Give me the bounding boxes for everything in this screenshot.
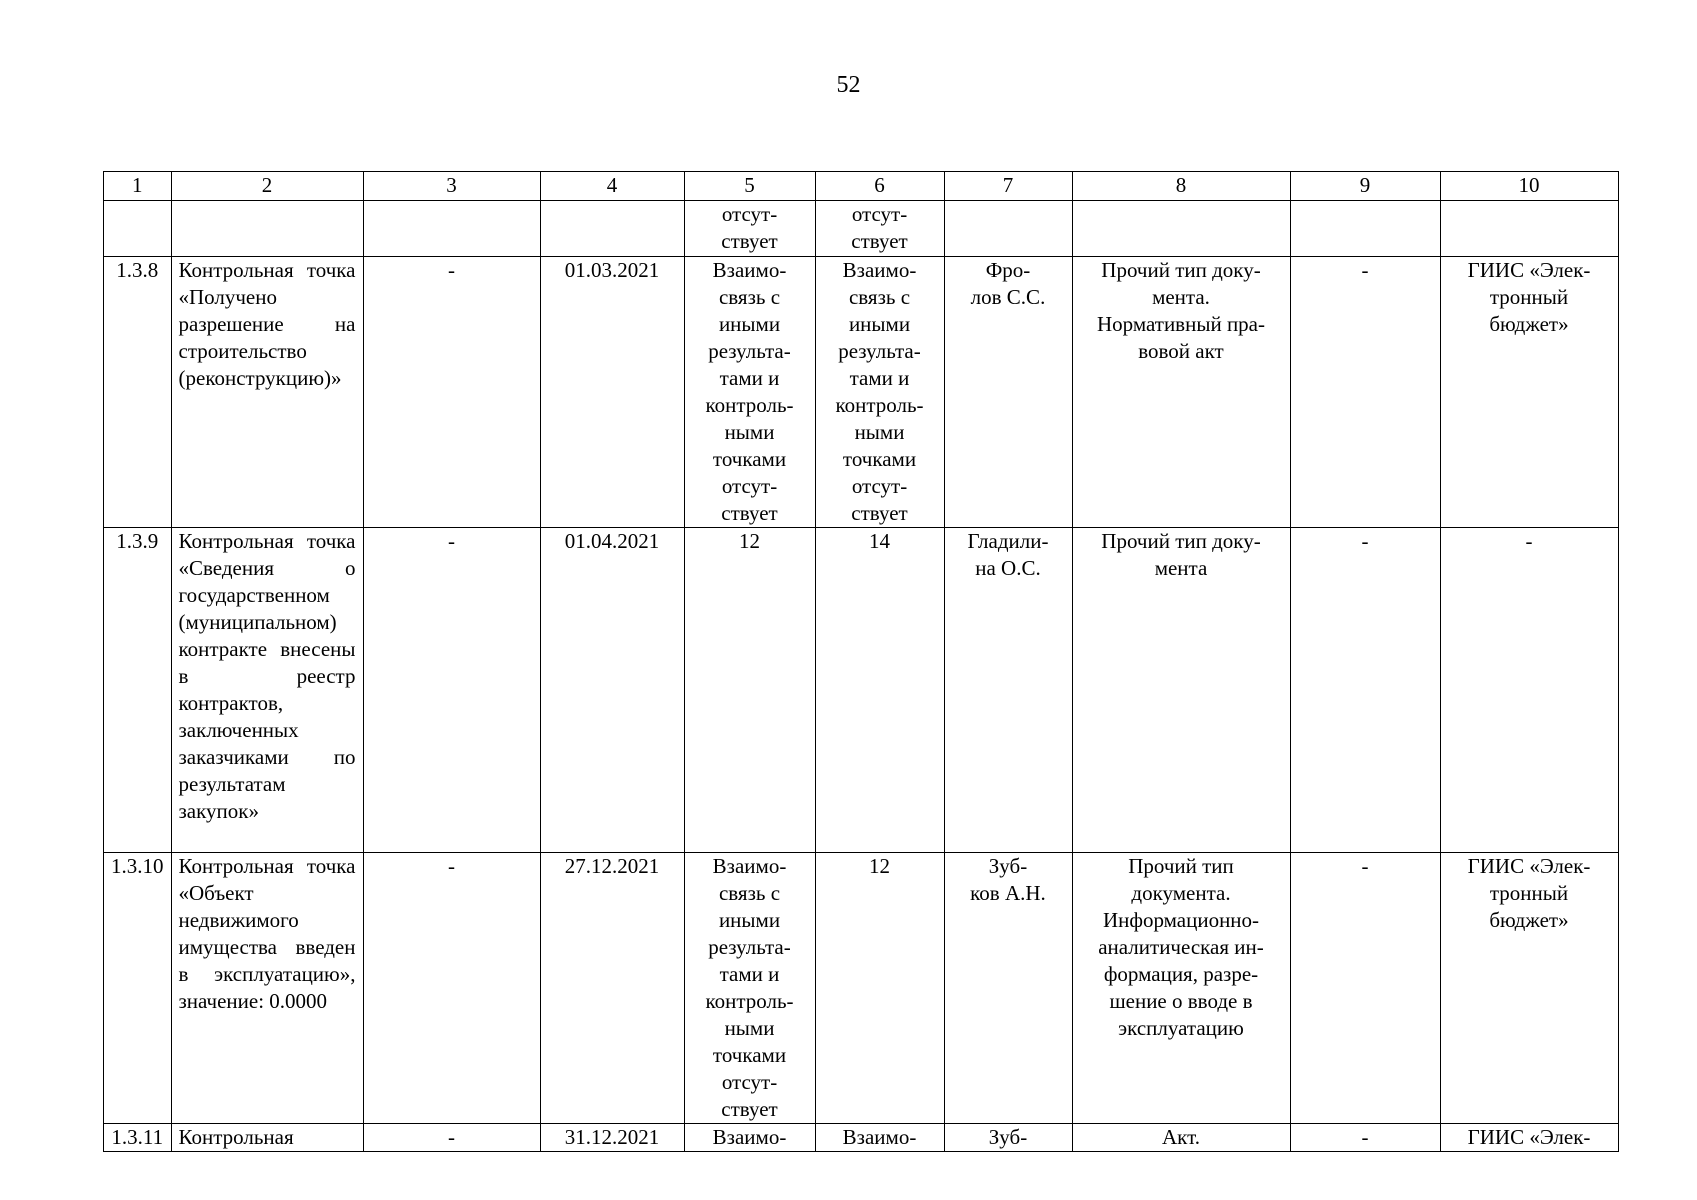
table-cell: Взаимо- связь с иными результа- тами и контроль- ными точками отсут- ствует (684, 853, 815, 1124)
responsible-cell: Зуб- (944, 1124, 1072, 1152)
table-cell: - (363, 853, 540, 1124)
column-header: 10 (1440, 172, 1618, 201)
column-header: 5 (684, 172, 815, 201)
row-number-cell: 1.3.9 (104, 528, 172, 853)
date-cell (540, 201, 684, 257)
column-header: 3 (363, 172, 540, 201)
row-number-cell (104, 201, 172, 257)
table-row (104, 528, 1619, 853)
system-cell: - (1440, 528, 1618, 853)
row-number-cell: 1.3.10 (104, 853, 172, 1124)
column-header: 1 (104, 172, 172, 201)
table-cell: - (1290, 1124, 1440, 1152)
name-cell: Контрольная точка «Получено разрешение на строительство (реконструкцию)» (171, 257, 363, 528)
name-cell: Контрольная (171, 1124, 363, 1152)
table-cell: - (1290, 257, 1440, 528)
table-cell: отсут- ствует (815, 201, 944, 257)
name-cell: Контрольная точка «Объект недвижимого имущества введен в эксплуатацию», значение: 0.0000 (171, 853, 363, 1124)
page-number: 52 (836, 72, 861, 98)
header-row (104, 172, 1619, 201)
table-cell (363, 201, 540, 257)
column-header: 9 (1290, 172, 1440, 201)
column-header: 6 (815, 172, 944, 201)
table-cell: - (363, 528, 540, 853)
system-cell (1440, 201, 1618, 257)
table-cell (1290, 201, 1440, 257)
document-type-cell (1072, 201, 1290, 257)
table-cell: - (363, 257, 540, 528)
table-cell: - (1290, 853, 1440, 1124)
table-cell: 14 (815, 528, 944, 853)
table-cell: Взаимо- связь с иными результа- тами и контроль- ными точками отсут- ствует (815, 257, 944, 528)
table-cell: Взаимо- (684, 1124, 815, 1152)
table-cell: - (1290, 528, 1440, 853)
column-header: 7 (944, 172, 1072, 201)
table-cell: Взаимо- связь с иными результа- тами и контроль- ными точками отсут- ствует (684, 257, 815, 528)
table-cell: 12 (815, 853, 944, 1124)
table-row (104, 853, 1619, 1124)
responsible-cell: Зуб- ков А.Н. (944, 853, 1072, 1124)
table-cell: Взаимо- (815, 1124, 944, 1152)
row-number-cell: 1.3.8 (104, 257, 172, 528)
column-header: 2 (171, 172, 363, 201)
document-type-cell: Прочий тип доку- мента (1072, 528, 1290, 853)
system-cell: ГИИС «Элек- тронный бюджет» (1440, 257, 1618, 528)
table-row (104, 1124, 1619, 1152)
row-number-cell: 1.3.11 (104, 1124, 172, 1152)
table-row (104, 257, 1619, 528)
date-cell: 01.04.2021 (540, 528, 684, 853)
date-cell: 01.03.2021 (540, 257, 684, 528)
column-header: 4 (540, 172, 684, 201)
control-points-table (103, 171, 1619, 1152)
table-cell: 12 (684, 528, 815, 853)
system-cell: ГИИС «Элек- тронный бюджет» (1440, 853, 1618, 1124)
name-cell: Контрольная точка «Сведения о государственном (муниципальном) контракте внесены в реестр контрактов, заключенных заказчиками по результатам закупок» (171, 528, 363, 853)
responsible-cell: Гладили- на О.С. (944, 528, 1072, 853)
date-cell: 27.12.2021 (540, 853, 684, 1124)
system-cell: ГИИС «Элек- (1440, 1124, 1618, 1152)
responsible-cell: Фро- лов С.С. (944, 257, 1072, 528)
table-cell: отсут- ствует (684, 201, 815, 257)
table-row (104, 201, 1619, 257)
name-cell (171, 201, 363, 257)
column-header: 8 (1072, 172, 1290, 201)
date-cell: 31.12.2021 (540, 1124, 684, 1152)
document-type-cell: Прочий тип документа. Информационно- аналитическая ин- формация, разре- шение о вводе в эксплуатацию (1072, 853, 1290, 1124)
table-cell: - (363, 1124, 540, 1152)
document-type-cell: Прочий тип доку- мента. Нормативный пра- вовой акт (1072, 257, 1290, 528)
responsible-cell (944, 201, 1072, 257)
document-type-cell: Акт. (1072, 1124, 1290, 1152)
